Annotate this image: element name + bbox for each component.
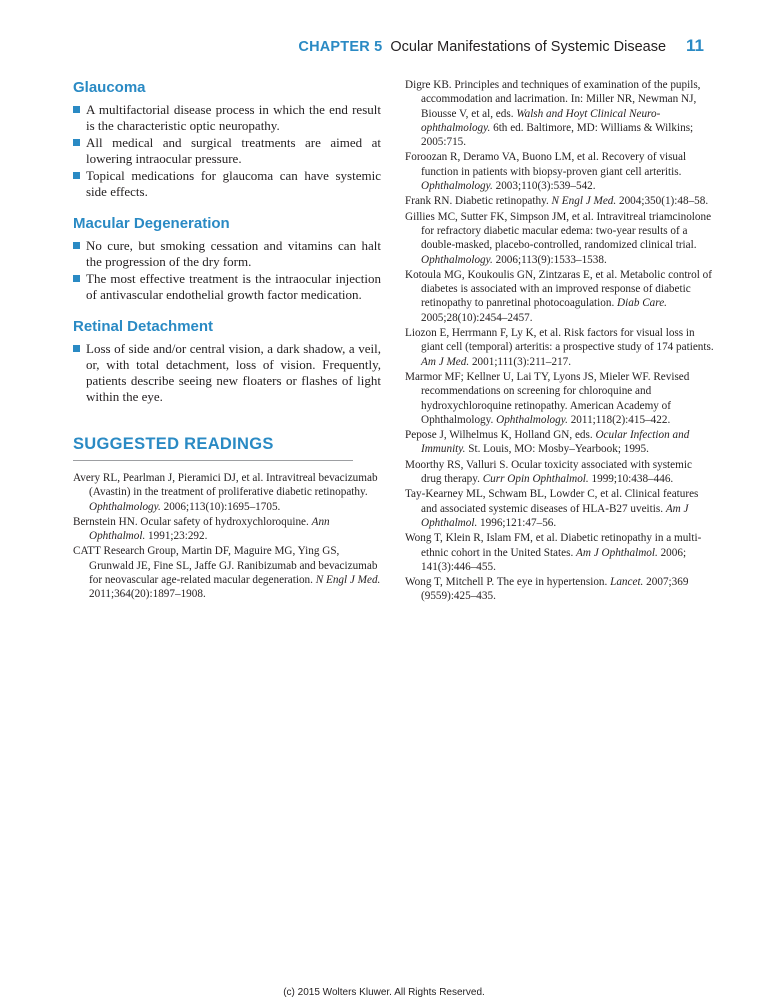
reference-item: [405, 370, 715, 427]
reference-item: [73, 515, 381, 544]
reference-citation: 1996;121:47–56.: [477, 516, 557, 529]
reference-text: Marmor MF; Kellner U, Lai TY, Lyons JS, Mieler WF. Revised recommendations on screening for chloroquine and hydroxychloroquine retinopathy. American Academy of Ophthalmology.: [405, 370, 690, 426]
journal-name: Am J Ophthalmol.: [576, 546, 658, 559]
reference-text: Pepose J, Wilhelmus K, Holland GN, eds.: [405, 429, 596, 442]
reference-item: [405, 458, 715, 487]
reference-item: [405, 531, 715, 574]
left-column: [73, 78, 381, 603]
chapter-title: Ocular Manifestations of Systemic Disease: [390, 39, 667, 55]
square-bullet-icon: [73, 345, 80, 352]
reference-item: [73, 544, 381, 601]
bullet-list: [73, 238, 381, 303]
square-bullet-icon: [73, 172, 80, 179]
reference-text: CATT Research Group, Martin DF, Maguire MG, Ying GS, Grunwald JE, Fine SL, Jaffe GJ. Ranibizumab and bevacizumab for neovascular age-related macular degeneration.: [73, 545, 378, 587]
journal-name: Ophthalmology.: [421, 253, 493, 266]
reference-citation: St. Louis, MO: Mosby–Yearbook; 1995.: [465, 443, 649, 456]
section-macular-degeneration: [73, 214, 381, 303]
reference-text: Kotoula MG, Koukoulis GN, Zintzaras E, et al. Metabolic control of diabetes is associated with an improved response of diabetic retinopathy to panretinal photocoagulation.: [405, 268, 712, 310]
journal-name: N Engl J Med.: [315, 574, 381, 587]
reference-citation: 2011;364(20):1897–1908.: [89, 588, 206, 601]
bullet-item: [73, 135, 381, 167]
reference-text: Tay-Kearney ML, Schwam BL, Lowder C, et al. Clinical features and associated systemic diseases of HLA-B27 uveitis.: [405, 488, 699, 515]
running-head: [298, 36, 704, 56]
reference-item: [405, 194, 715, 208]
bullet-item: [73, 102, 381, 134]
journal-name: Ophthalmology.: [421, 180, 493, 193]
bullet-text: No cure, but smoking cessation and vitamins can halt the progression of the dry form.: [86, 238, 381, 269]
copyright-footer: (c) 2015 Wolters Kluwer. All Rights Reserved.: [283, 987, 485, 998]
reference-text: Frank RN. Diabetic retinopathy.: [405, 195, 552, 208]
reference-citation: 2003;110(3):539–542.: [492, 180, 596, 193]
reference-item: [73, 471, 381, 514]
reference-item: [405, 428, 715, 457]
square-bullet-icon: [73, 242, 80, 249]
reference-citation: 2006;113(10):1695–1705.: [160, 500, 281, 513]
journal-name: Curr Opin Ophthalmol.: [482, 473, 589, 486]
bullet-item: [73, 238, 381, 270]
section-heading: Retinal Detachment: [73, 318, 214, 335]
section-heading: Glaucoma: [73, 79, 146, 96]
reference-citation: 2004;350(1):48–58.: [616, 195, 709, 208]
reference-citation: 2011;118(2):415–422.: [567, 413, 671, 426]
reference-item: [405, 326, 715, 369]
bullet-list: [73, 341, 381, 405]
reference-text: Avery RL, Pearlman J, Pieramici DJ, et al. Intravitreal bevacizumab (Avastin) in the treatment of proliferative diabetic retinopathy.: [73, 472, 378, 499]
journal-name: Ophthalmology.: [89, 500, 161, 513]
reference-text: Wong T, Klein R, Islam FM, et al. Diabetic retinopathy in a multi-ethnic cohort in the United States.: [405, 532, 702, 559]
journal-name: Lancet.: [610, 576, 644, 589]
square-bullet-icon: [73, 139, 80, 146]
reference-citation: 1991;23:292.: [145, 530, 208, 543]
journal-name: Am J Ophthalmol.: [421, 502, 689, 529]
page-number: 11: [686, 36, 704, 55]
journal-name: Ocular Infection and Immunity.: [421, 429, 690, 456]
reference-text: Bernstein HN. Ocular safety of hydroxychloroquine.: [73, 515, 312, 528]
reference-item: [405, 487, 715, 530]
reference-item: [405, 78, 715, 149]
reference-text: Moorthy RS, Valluri S. Ocular toxicity associated with systemic drug therapy.: [405, 458, 692, 486]
bullet-text: The most effective treatment is the intraocular injection of antivascular endothelial growth factor medication.: [86, 271, 381, 302]
bullet-text: All medical and surgical treatments are aimed at lowering intraocular pressure.: [86, 135, 381, 166]
reference-citation: 2001;111(3):211–217.: [469, 355, 572, 368]
reference-list-right: [405, 78, 715, 604]
reference-item: [405, 210, 715, 267]
section-retinal-detachment: [73, 317, 381, 405]
bullet-text: Topical medications for glaucoma can have systemic side effects.: [86, 168, 381, 199]
journal-name: Diab Care.: [617, 297, 667, 310]
suggested-readings-heading: SUGGESTED READINGS: [73, 435, 353, 461]
journal-name: Ann Ophthalmol.: [89, 515, 330, 543]
journal-name: Ophthalmology.: [496, 413, 568, 426]
bullet-item: [73, 168, 381, 200]
section-glaucoma: [73, 78, 381, 200]
reference-text: Digre KB. Principles and techniques of examination of the pupils, accommodation and lacrimation. In: Miller NR, Newman NJ, Biousse V, et al, eds.: [405, 79, 701, 120]
square-bullet-icon: [73, 275, 80, 282]
reference-citation: 2006; 141(3):446–455.: [421, 546, 687, 573]
chapter-label: CHAPTER 5: [298, 39, 383, 55]
reference-text: Gillies MC, Sutter FK, Simpson JM, et al. Intravitreal triamcinolone for refractory diabetic macular edema: two-year results of a double-masked, placebo-controlled, randomized clinical trial.: [405, 210, 712, 252]
reference-text: Wong T, Mitchell P. The eye in hypertension.: [405, 576, 611, 589]
reference-citation: 2005;28(10):2454–2457.: [421, 311, 533, 324]
reference-citation: 6th ed. Baltimore, MD: Williams & Wilkins; 2005:715.: [421, 121, 694, 149]
right-column: [405, 78, 715, 605]
reference-citation: 2007;369 (9559):425–435.: [421, 576, 689, 603]
journal-name: N Engl J Med.: [551, 195, 617, 208]
reference-list-left: [73, 471, 381, 602]
reference-item: [405, 575, 715, 604]
bullet-item: [73, 341, 381, 405]
reference-text: Liozon E, Herrmann F, Ly K, et al. Risk factors for visual loss in giant cell (temporal) arteritis: a prospective study of 174 patients.: [405, 327, 714, 354]
reference-citation: 2006;113(9):1533–1538.: [492, 253, 607, 266]
bullet-text: A multifactorial disease process in which the end result is the characteristic optic neuropathy.: [86, 102, 381, 133]
square-bullet-icon: [73, 106, 80, 113]
bullet-item: [73, 271, 381, 303]
reference-item: [405, 150, 715, 193]
bullet-text: Loss of side and/or central vision, a dark shadow, a veil, or, with total detachment, loss of vision. Frequently, patients describe seeing new floaters or flashes of light within the eye.: [86, 341, 381, 404]
reference-citation: 1999;10:438–446.: [588, 473, 674, 486]
journal-name: Am J Med.: [421, 355, 470, 368]
reference-item: [405, 268, 715, 325]
reference-text: Foroozan R, Deramo VA, Buono LM, et al. Recovery of visual function in patients with biopsy-proven giant cell arteritis.: [405, 151, 687, 178]
section-heading: Macular Degeneration: [73, 215, 230, 232]
bullet-list: [73, 102, 381, 200]
journal-name: Walsh and Hoyt Clinical Neuro-ophthalmology.: [421, 107, 661, 134]
